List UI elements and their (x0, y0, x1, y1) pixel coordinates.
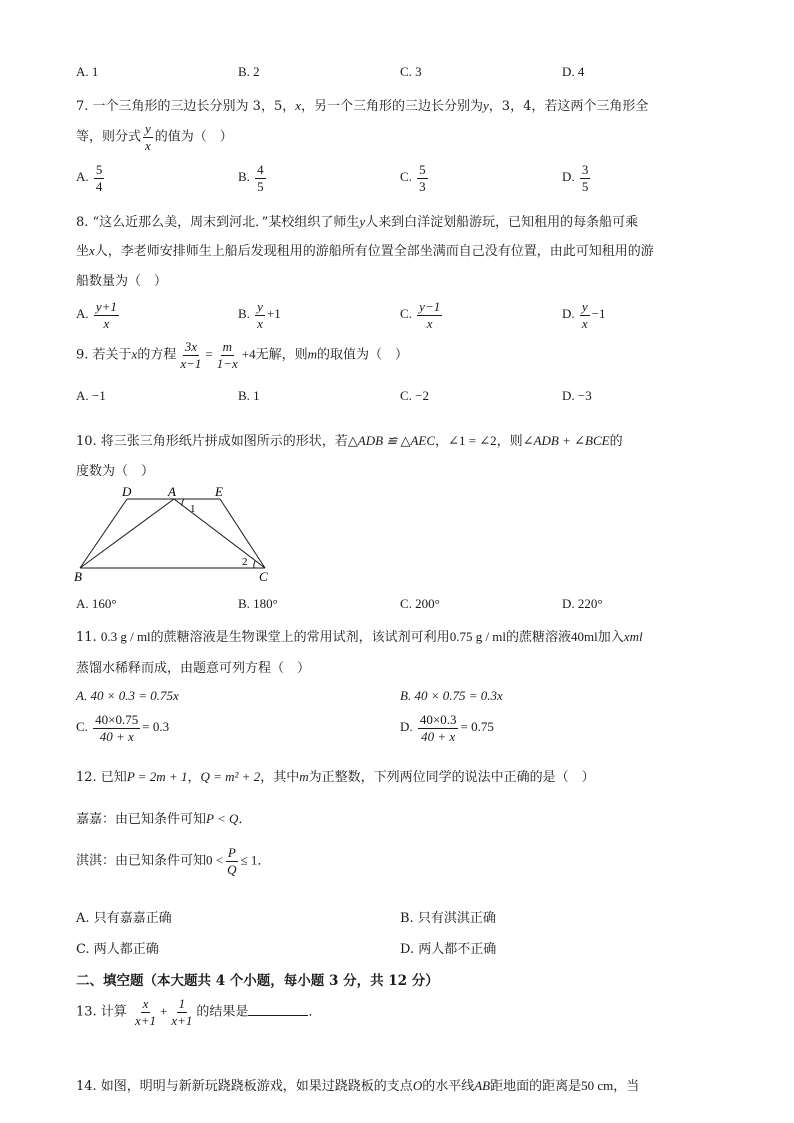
q6-option-a: A. 1 (76, 64, 99, 79)
q9-stem: 9. 若关于x的方程 $\frac{3x}{x-1}$ = $\frac{m}{1-x}$ +4无解，则m的取值为（ ） (76, 339, 409, 371)
q7-option-b: B. $\frac{4}{5}$ (238, 162, 264, 194)
q6-option-c: C. 3 (400, 64, 422, 79)
segment-ab (80, 499, 174, 568)
q10-option-b: B. 180° (238, 596, 278, 611)
label-angle-1: 1 (190, 503, 196, 515)
q12-qiqi-statement: 淇淇：由已知条件可知0 < $\frac{P}{Q}$ ≤ 1． (76, 845, 271, 877)
q7-option-c: C. $\frac{5}{3}$ (400, 162, 426, 194)
q11-option-a: A. 40 × 0.3 = 0.75x (76, 688, 179, 703)
q11-option-b: B. 40 × 0.75 = 0.3x (400, 688, 503, 703)
section-2-heading: 二、填空题（本大题共 4 个小题，每小题 3 分，共 12 分） (76, 973, 439, 989)
q7-stem-line2: 等，则分式 $\frac{y}{x}$ 的值为（ ） (76, 121, 233, 153)
q9-option-b: B. 1 (238, 388, 260, 403)
label-e: E (215, 484, 223, 499)
segment-ac (174, 499, 265, 568)
q10-option-c: C. 200° (400, 596, 440, 611)
q10-stem-line2: 度数为（ ） (76, 464, 155, 479)
q12-option-d: D. 两人都不正确 (400, 942, 497, 957)
q6-option-b: B. 2 (238, 64, 260, 79)
q8-stem-line1: 8. “这么近那么美，周末到河北．”某校组织了师生y人来到白洋淀划船游玩，已知租用的每条船可乘 (76, 214, 639, 230)
q8-stem-line2: 坐x人，李老师安排师生上船后发现租用的游船所有位置全部坐满而自己没有位置，由此可知租用的游 (76, 243, 654, 259)
q9-option-c: C. −2 (400, 388, 430, 403)
q8-option-a: A. $\frac{y+1}{x}$ (76, 299, 117, 331)
q7-option-d: D. $\frac{3}{5}$ (562, 162, 589, 194)
angle-1-arc (182, 499, 184, 506)
q13-answer-blank (248, 1003, 308, 1016)
q7-stem-line1: 7. 一个三角形的三边长分别为 3，5，x，另一个三角形的三边长分别为y，3，4，若这两个三角形全 (76, 98, 649, 114)
label-angle-2: 2 (242, 556, 248, 568)
label-c: C (259, 569, 268, 584)
label-d: D (122, 484, 132, 499)
q8-option-b: B. $\frac{y}{x}$ +1 (238, 299, 281, 331)
q12-option-a: A. 只有嘉嘉正确 (76, 911, 172, 926)
q8-option-d: D. $\frac{y}{x}$ −1 (562, 299, 606, 331)
q11-stem-line1: 11. 0.3 g / ml的蔗糖溶液是生物课堂上的常用试剂，该试剂可利用0.75 g / ml的蔗糖溶液40ml加入xml (76, 629, 643, 645)
q10-figure (70, 482, 280, 587)
q6-option-d: D. 4 (562, 64, 585, 79)
q11-stem-line2: 蒸馏水稀释而成，由题意可列方程（ ） (76, 661, 311, 676)
q8-stem-line3: 船数量为（ ） (76, 274, 168, 289)
q8-option-c: C. $\frac{y-1}{x}$ (400, 299, 441, 331)
label-b: B (74, 569, 82, 584)
q9-option-a: A. −1 (76, 388, 106, 403)
q13-stem: 13. 计算 $\frac{x}{x+1}$ + $\frac{1}{x+1}$ 的结果是 ． (76, 996, 322, 1028)
q9-option-d: D. −3 (562, 388, 592, 403)
segment-db (80, 499, 127, 568)
q12-stem: 12. 已知P = 2m + 1，Q = m² + 2，其中m为正整数，下列两位同学的说法中正确的是（ ） (76, 769, 595, 785)
q12-option-c: C. 两人都正确 (76, 942, 159, 957)
q11-option-d: D. $\frac{40\times 0.3}{40 + x}$ = 0.75 (400, 712, 494, 744)
angle-2-arc (254, 561, 255, 568)
q10-option-d: D. 220° (562, 596, 603, 611)
q11-option-c: C. $\frac{40\times 0.75}{40 + x}$ = 0.3 (76, 712, 170, 744)
q12-jiajia-statement: 嘉嘉：由已知条件可知P < Q． (76, 811, 252, 827)
q10-option-a: A. 160° (76, 596, 117, 611)
q14-stem: 14. 如图，明明与新新玩跷跷板游戏，如果过跷跷板的支点O的水平线AB距地面的距离是50 cm，当 (76, 1078, 640, 1094)
q7-option-a: A. $\frac{5}{4}$ (76, 162, 103, 194)
q12-option-b: B. 只有淇淇正确 (400, 911, 496, 926)
label-a: A (168, 484, 176, 499)
q10-stem-line1: 10. 将三张三角形纸片拼成如图所示的形状，若△ADB ≌ △AEC，∠1 = ∠2，则∠ADB + ∠BCE的 (76, 433, 623, 449)
